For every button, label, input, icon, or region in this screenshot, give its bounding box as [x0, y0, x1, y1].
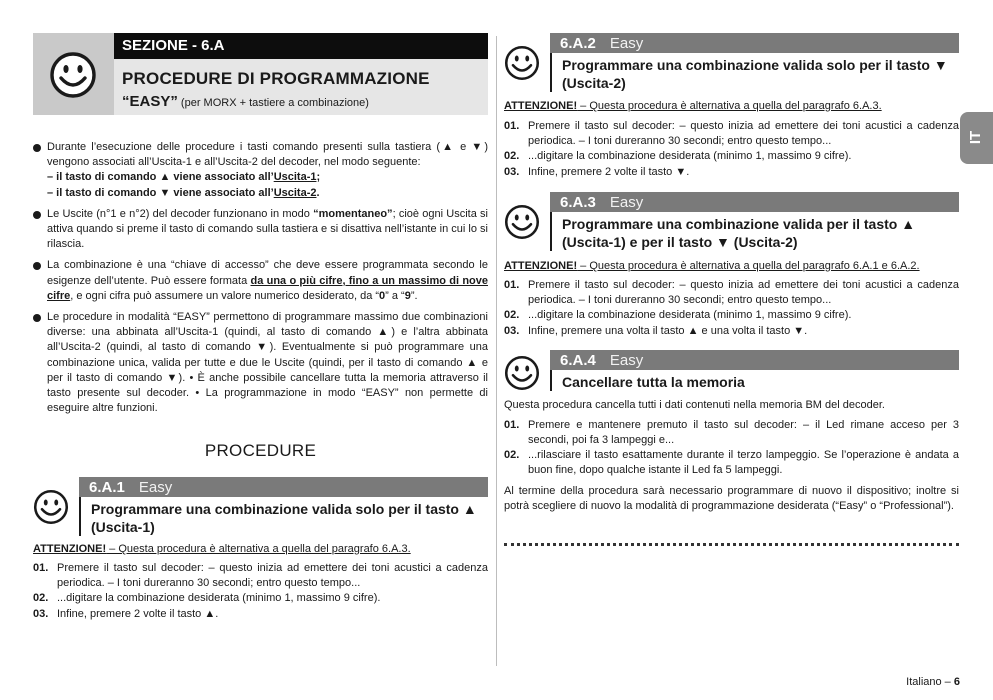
subsection-title: Programmare una combinazione valida solo per il tasto ▼ (Uscita-2): [550, 53, 959, 92]
step-item: 01. Premere il tasto sul decoder: – questo inizia ad emettere dei toni acustici a cadenza periodica. – I toni dureranno 30 secondi; entro questo tempo...: [504, 120, 959, 147]
subsection-band: 6.A.2 Easy: [550, 33, 959, 53]
section-subtitle: [122, 93, 488, 110]
steps-6a2: [504, 119, 959, 180]
bullet-item: La combinazione è una “chiave di accesso” che deve essere programmata secondo le esigenze dell’utente. Può essere formata da una o più cifre, fino a un massimo di nove cifre, e ogni cifra può assumere un valore numerico desiderato, da “0” a “9”.: [33, 258, 488, 304]
smiley-icon: [33, 489, 69, 525]
step-item: 02. ...digitare la combinazione desiderata (minimo 1, massimo 9 cifre).: [504, 150, 852, 163]
section-title-panel: [114, 59, 488, 115]
dotted-separator: [504, 543, 959, 546]
step-item: 02. ...digitare la combinazione desiderata (minimo 1, massimo 9 cifre).: [33, 592, 381, 605]
bullet-text: Durante l’esecuzione delle procedure i tasti comando presenti sulla tastiera (▲ e ▼) vengono associati all’Uscita-1 e all’Uscita-2 del decoder, nel modo seguente:: [47, 141, 488, 169]
bullet-dot-icon: [33, 314, 41, 322]
procedure-heading: PROCEDURE: [204, 441, 317, 460]
bullet-dot-icon: [33, 211, 41, 219]
subsection-6a3: [504, 192, 959, 250]
step-item: 03. Infine, premere una volta il tasto ▲ e una volta il tasto ▼.: [504, 324, 808, 337]
step-item: 01. Premere il tasto sul decoder: – questo inizia ad emettere dei toni acustici a cadenza periodica. – I toni dureranno 30 secondi; entro questo tempo...: [504, 279, 959, 306]
attention-note: ATTENZIONE! – Questa procedura è alternativa a quella del paragrafo 6.A.1 e 6.A.2.: [504, 260, 920, 272]
intro-bullets: [33, 140, 488, 422]
bullet-dot-icon: [33, 262, 41, 270]
steps-6a3: [504, 278, 959, 339]
step-item: 02. ...digitare la combinazione desiderata (minimo 1, massimo 9 cifre).: [504, 309, 852, 322]
intro-paragraph: Questa procedura cancella tutti i dati contenuti nella memoria BM del decoder.: [504, 399, 885, 411]
subsection-title: Programmare una combinazione valida per il tasto ▲ (Uscita-1) e per il tasto ▼ (Uscita-2): [550, 212, 959, 251]
language-tab: [960, 112, 993, 164]
step-item: 01. Premere e mantenere premuto il tasto sul decoder: – il Led rimane acceso per 3 secondi, poi fa 3 lampeggi e...: [504, 419, 959, 446]
attention-note: ATTENZIONE! – Questa procedura è alternativa a quella del paragrafo 6.A.3.: [33, 543, 411, 555]
section-subtitle-easy: “EASY”: [122, 93, 178, 110]
outro-paragraph: Al termine della procedura sarà necessario programmare di nuovo il dispositivo; inoltre si potrà scegliere di nuovo la modalità di programmazione desiderata (“Easy” o “Professional”).: [504, 485, 959, 512]
step-item: 01. Premere il tasto sul decoder: – questo inizia ad emettere dei toni acustici a cadenza periodica. – I toni dureranno 30 secondi; entro questo tempo...: [33, 562, 488, 589]
section-badge: SEZIONE - 6.A: [114, 33, 488, 59]
subsection-band: 6.A.3 Easy: [550, 192, 959, 212]
bullet-item: Le procedure in modalità “EASY” permettono di programmare massimo due combinazioni diverse: una abbinata all’Uscita-1 (quindi, al tasto di comando ▲) e l’altra abbinata all’Uscita-2 (quindi, al tasto di comando ▼). Eventualmente si può programmare una combinazione unica, valida per tutte e due le Uscite (quindi, per il tasto di comando ▲ e per il tasto di comando ▼). • È anche possibile cancellare tutta la memoria attraverso il tasto presente sul decoder. • La programmazione in modo “EASY” non permette di eseguire altre funzioni.: [33, 310, 488, 416]
page-number: 6: [953, 676, 960, 688]
bullet-line-bold: – il tasto di comando ▲ viene associato all’Uscita-1;: [47, 171, 321, 184]
step-item: 02. ...rilasciare il tasto esattamente durante il terzo lampeggio. Se l’operazione è andata a buon fine, dopo qualche istante il Led fa 5 lampeggi.: [504, 449, 959, 476]
smiley-icon: [504, 45, 540, 81]
bullet-item: [33, 140, 488, 201]
bullet-dot-icon: [33, 144, 41, 152]
subsection-title: Programmare una combinazione valida solo per il tasto ▲ (Uscita-1): [79, 497, 488, 536]
subsection-band: 6.A.1 Easy: [79, 477, 488, 497]
subsection-title: Cancellare tutta la memoria: [550, 370, 959, 391]
subsection-6a2: [504, 33, 959, 91]
subsection-6a4: [504, 350, 959, 392]
page-footer: [906, 676, 960, 688]
language-tab-label: IT: [967, 130, 985, 145]
bullet-line-bold: – il tasto di comando ▼ viene associato all’Uscita-2.: [47, 186, 320, 199]
subsection-6a1: [33, 477, 488, 535]
steps-6a4: [504, 418, 959, 478]
column-divider: [496, 36, 497, 666]
step-item: 03. Infine, premere 2 volte il tasto ▼.: [504, 165, 690, 178]
section-icon-panel: [33, 33, 114, 115]
subsection-band: 6.A.4 Easy: [550, 350, 959, 370]
footer-language: Italiano –: [906, 676, 951, 688]
steps-6a1: [33, 561, 488, 622]
section-header: [33, 33, 488, 115]
section-subtitle-note: (per MORX + tastiere a combinazione): [180, 97, 369, 109]
smiley-icon: [504, 204, 540, 240]
section-title: PROCEDURE DI PROGRAMMAZIONE: [122, 69, 430, 88]
step-item: 03. Infine, premere 2 volte il tasto ▲.: [33, 607, 219, 620]
smiley-icon: [504, 355, 540, 391]
bullet-item: Le Uscite (n°1 e n°2) del decoder funzionano in modo “momentaneo”; cioè ogni Uscita si attiva quando si preme il tasto di comando sulla tastiera e si disattiva nell’istante in cui lo si rilascia.: [33, 207, 488, 253]
smiley-icon: [49, 51, 97, 99]
attention-note: ATTENZIONE! – Questa procedura è alternativa a quella del paragrafo 6.A.3.: [504, 100, 882, 112]
